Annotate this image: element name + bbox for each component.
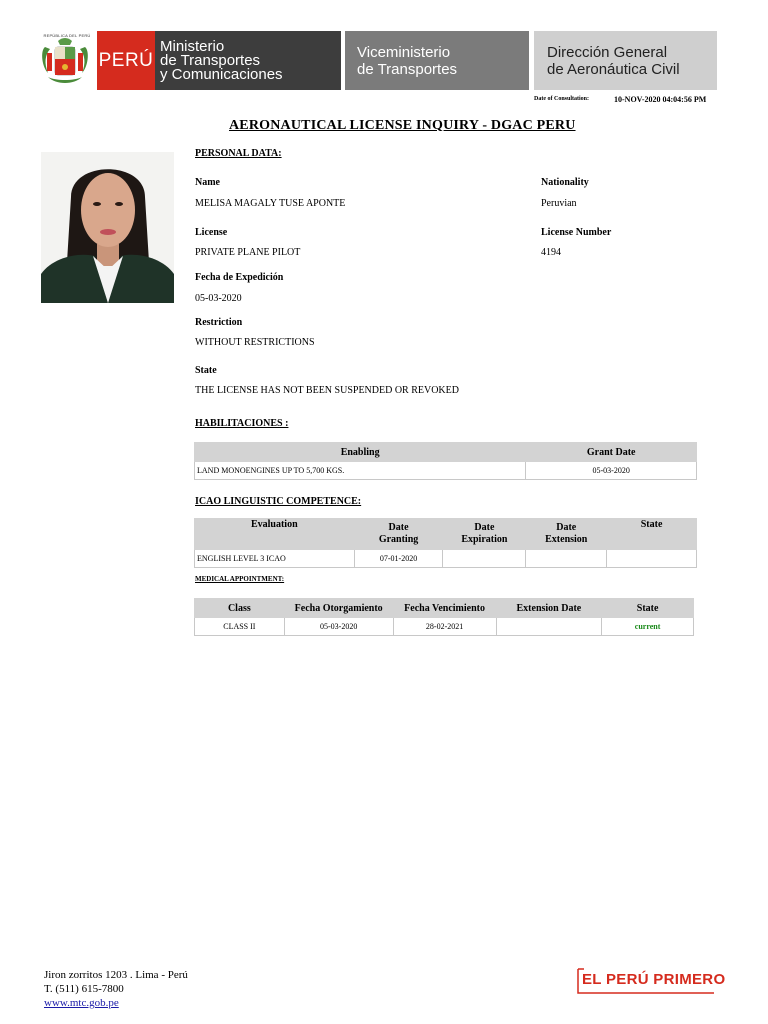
restriction-label: Restriction — [195, 317, 243, 328]
vice-line-2: de Transportes — [357, 60, 458, 78]
table-row — [195, 462, 697, 480]
date-expiration-cell — [443, 550, 526, 568]
peru-badge: PERÚ — [97, 31, 155, 90]
license-value: PRIVATE PLANE PILOT — [195, 247, 301, 258]
table-row — [195, 618, 694, 636]
icao-table — [194, 518, 697, 568]
direction-line-2: de Aeronáutica Civil — [547, 60, 680, 78]
column-header-fecha-otorgamiento: Fecha Otorgamiento — [284, 599, 393, 618]
column-header-class: Class — [195, 599, 285, 618]
class-cell: CLASS II — [195, 618, 285, 636]
license-number-label: License Number — [541, 227, 612, 238]
expedition-date-value: 05-03-2020 — [195, 293, 242, 304]
ministry-line-1: Ministerio — [160, 37, 225, 55]
footer-phone: T. (511) 615-7800 — [44, 983, 124, 995]
expedition-date-label: Fecha de Expedición — [195, 272, 284, 283]
coat-of-arms-logo — [40, 33, 90, 91]
vice-line-1: Viceministerio — [357, 43, 451, 61]
page-title: AERONAUTICAL LICENSE INQUIRY - DGAC PERU — [229, 118, 576, 133]
grant-date-cell: 05-03-2020 — [526, 462, 697, 480]
table-row — [195, 550, 697, 568]
column-header-evaluation: Evaluation — [195, 519, 355, 550]
column-header-date-extension: Date Extension — [526, 519, 607, 550]
footer-address: Jiron zorritos 1203 . Lima - Perú — [44, 969, 188, 981]
ministry-line-2: de Transportes — [160, 51, 261, 69]
icao-heading: ICAO LINGUISTIC COMPETENCE: — [195, 496, 362, 507]
el-peru-primero-text: EL PERÚ PRIMERO — [582, 971, 726, 988]
name-value: MELISA MAGALY TUSE APONTE — [195, 198, 346, 209]
consultation-date-value: 10-NOV-2020 04:04:56 PM — [614, 95, 707, 104]
column-header-date-granting: Date Granting — [354, 519, 443, 550]
vice-ministry-header — [345, 31, 529, 90]
ministry-line-3: y Comunicaciones — [160, 65, 283, 83]
column-header-state: State — [607, 519, 697, 550]
column-header-date-expiration: Date Expiration — [443, 519, 526, 550]
ministry-header — [155, 31, 341, 90]
consultation-date-label: Date of Consultation: — [534, 96, 589, 102]
fecha-otorgamiento-cell: 05-03-2020 — [284, 618, 393, 636]
enabling-cell: LAND MONOENGINES UP TO 5,700 KGS. — [195, 462, 526, 480]
coat-caption: REPÚBLICA DEL PERÚ — [43, 33, 91, 38]
nationality-value: Peruvian — [541, 198, 577, 209]
name-label: Name — [195, 177, 220, 188]
license-number-value: 4194 — [541, 247, 561, 258]
date-granting-cell: 07-01-2020 — [354, 550, 443, 568]
state-value: THE LICENSE HAS NOT BEEN SUSPENDED OR REVOKED — [195, 385, 459, 396]
footer-website-link[interactable]: www.mtc.gob.pe — [44, 997, 119, 1009]
evaluation-cell: ENGLISH LEVEL 3 ICAO — [195, 550, 355, 568]
license-holder-photo — [41, 152, 174, 303]
state-label: State — [195, 365, 217, 376]
column-header-extension-date: Extension Date — [496, 599, 602, 618]
footer-contact — [44, 968, 188, 1010]
personal-data-heading: PERSONAL DATA: — [195, 148, 282, 159]
medical-appointment-heading: MEDICAL APPOINTMENT: — [195, 575, 285, 583]
medical-state-cell: current — [602, 618, 694, 636]
column-header-state: State — [602, 599, 694, 618]
extension-date-cell — [496, 618, 602, 636]
column-header-enabling: Enabling — [195, 443, 526, 462]
column-header-fecha-vencimiento: Fecha Vencimiento — [393, 599, 496, 618]
direction-header — [534, 31, 717, 90]
license-label: License — [195, 227, 228, 238]
state-cell — [607, 550, 697, 568]
restriction-value: WITHOUT RESTRICTIONS — [195, 337, 315, 348]
date-extension-cell — [526, 550, 607, 568]
nationality-label: Nationality — [541, 177, 589, 188]
direction-line-1: Dirección General — [547, 43, 668, 61]
habilitaciones-table — [194, 442, 697, 480]
medical-table — [194, 598, 694, 636]
fecha-vencimiento-cell: 28-02-2021 — [393, 618, 496, 636]
column-header-grant-date: Grant Date — [526, 443, 697, 462]
habilitaciones-heading: HABILITACIONES : — [195, 418, 289, 429]
